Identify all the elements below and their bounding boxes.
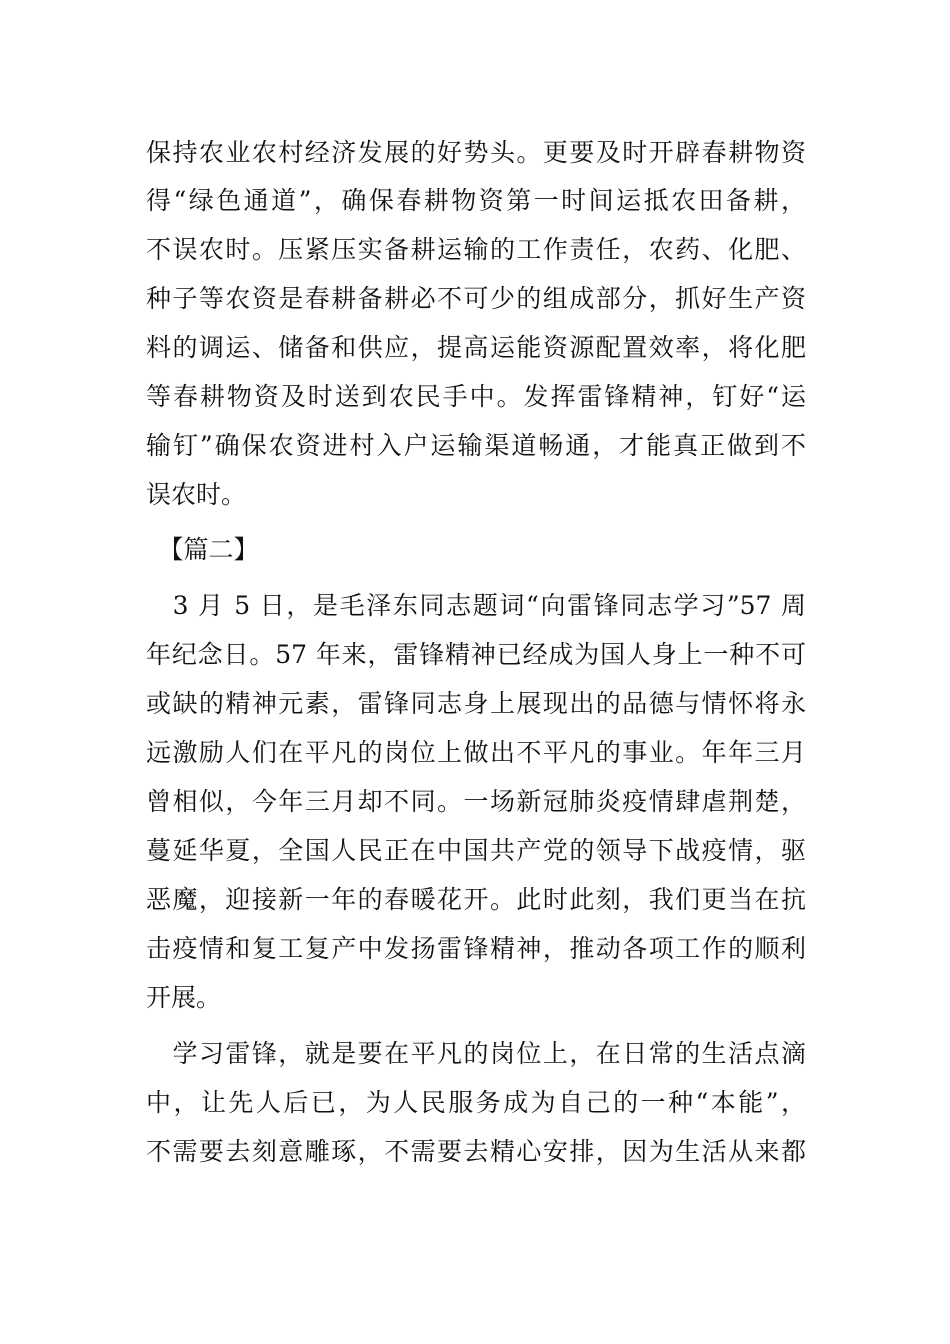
text-line: 等春耕物资及时送到农民手中。发挥雷锋精神，钉好“运: [146, 382, 806, 411]
text-line: 不误农时。压紧压实备耕运输的工作责任，农药、化肥、: [146, 235, 806, 264]
text-line: 远激励人们在平凡的岗位上做出不平凡的事业。年年三月: [146, 738, 806, 767]
text-line: 开展。: [146, 983, 222, 1012]
text-line: 得“绿色通道”，确保春耕物资第一时间运抵农田备耕，: [146, 186, 806, 215]
text-line: 击疫情和复工复产中发扬雷锋精神，推动各项工作的顺利: [146, 934, 806, 963]
text-line: 输钉”确保农资进村入户运输渠道畅通，才能真正做到不: [146, 431, 806, 460]
text-line: 或缺的精神元素，雷锋同志身上展现出的品德与情怀将永: [146, 689, 806, 718]
text-line: 年纪念日。57 年来，雷锋精神已经成为国人身上一种不可: [146, 640, 806, 669]
text-line: 保持农业农村经济发展的好势头。更要及时开辟春耕物资: [146, 138, 806, 167]
text-line: 种子等农资是春耕备耕必不可少的组成部分，抓好生产资: [146, 284, 806, 313]
text-line: 学习雷锋，就是要在平凡的岗位上，在日常的生活点滴: [146, 1039, 806, 1068]
text-line: 蔓延华夏，全国人民正在中国共产党的领导下战疫情，驱: [146, 836, 806, 865]
text-line: 误农时。: [146, 480, 247, 509]
text-line: 中，让先人后已，为人民服务成为自己的一种“本能”，: [146, 1088, 806, 1117]
text-line: 料的调运、储备和供应，提高运能资源配置效率，将化肥: [146, 333, 806, 362]
text-line: 3 月 5 日，是毛泽东同志题词“向雷锋同志学习”57 周: [146, 591, 806, 620]
text-line: 不需要去刻意雕琢，不需要去精心安排，因为生活从来都: [146, 1137, 806, 1166]
text-line: 恶魔，迎接新一年的春暖花开。此时此刻，我们更当在抗: [146, 885, 806, 914]
section-heading: 【篇二】: [146, 535, 259, 564]
text-line: 曾相似，今年三月却不同。一场新冠肺炎疫情肆虐荆楚，: [146, 787, 806, 816]
